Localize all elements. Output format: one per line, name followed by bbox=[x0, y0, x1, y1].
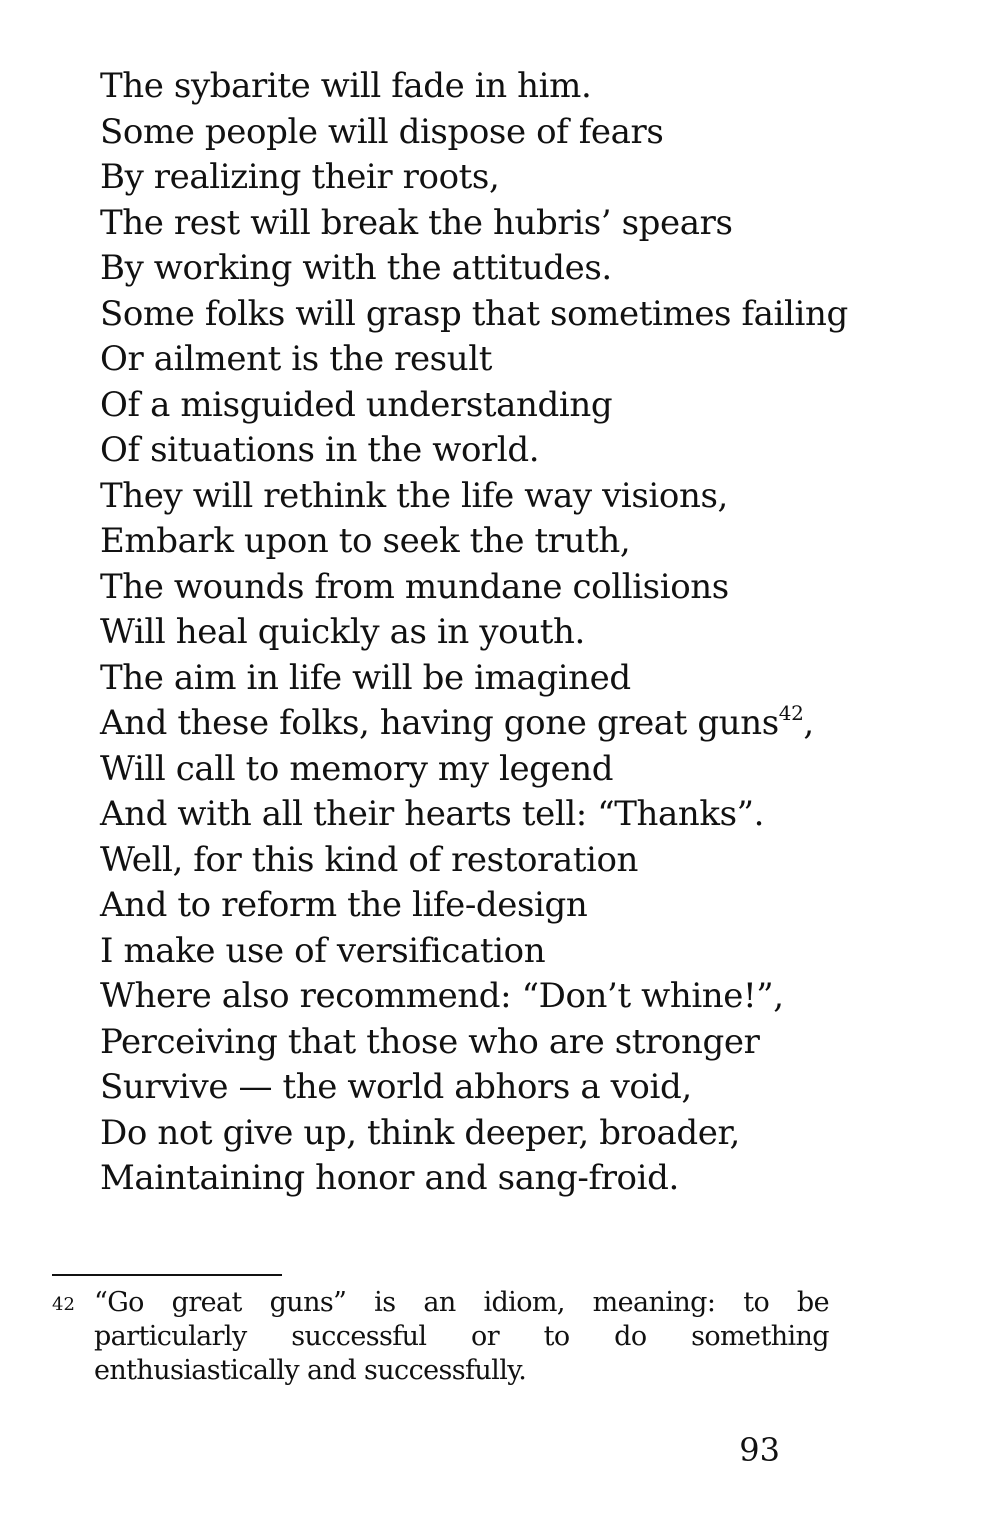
footnote-reference[interactable]: 42 bbox=[778, 701, 804, 725]
footnote-separator bbox=[52, 1274, 282, 1276]
poem-line: The aim in life will be imagined bbox=[100, 657, 631, 698]
poem-line: Maintaining honor and sang-froid. bbox=[100, 1158, 679, 1198]
poem-line: And to reform the life-design bbox=[100, 885, 588, 925]
poem-line: By working with the attitudes. bbox=[100, 248, 612, 288]
poem-line: Embark upon to seek the truth, bbox=[100, 521, 631, 561]
poem-line: They will rethink the life way visions, bbox=[100, 475, 728, 516]
poem-line: Well, for this kind of restoration bbox=[100, 839, 639, 880]
poem-line: The sybarite will fade in him. bbox=[100, 66, 592, 106]
poem-line: Will heal quickly as in youth. bbox=[100, 612, 585, 652]
poem-line: Some people will dispose of fears bbox=[100, 111, 664, 152]
poem-line: The rest will break the hubris’ spears bbox=[100, 202, 733, 243]
poem-line: Where also recommend: “Don’t whine!”, bbox=[100, 976, 784, 1016]
poem-line: By realizing their roots, bbox=[100, 157, 500, 197]
poem-line: I make use of versification bbox=[100, 930, 546, 971]
poem-line: Some folks will grasp that sometimes failing bbox=[100, 293, 848, 334]
poem-line-punctuation: , bbox=[803, 703, 814, 743]
poem-line: Of situations in the world. bbox=[100, 430, 540, 470]
poem-line-with-footnote bbox=[100, 701, 920, 747]
poem-line-text: And these folks, having gone great guns bbox=[100, 703, 779, 743]
footnote-number: 42 bbox=[52, 1294, 75, 1315]
poem-line: Or ailment is the result bbox=[100, 339, 492, 379]
poem-line: And with all their hearts tell: “Thanks”. bbox=[100, 794, 765, 834]
page-number: 93 bbox=[739, 1431, 780, 1469]
poem-line: Will call to memory my legend bbox=[100, 748, 614, 789]
footnote-text: “Go great guns” is an idiom, meaning: to be particularly successful or to do something enthusiastically and successfully. bbox=[94, 1287, 829, 1386]
poem-stanza bbox=[100, 64, 920, 1202]
poem-line: The wounds from mundane collisions bbox=[100, 566, 729, 607]
poem-line: Of a misguided understanding bbox=[100, 384, 613, 425]
poem-line: Do not give up, think deeper, broader, bbox=[100, 1112, 740, 1153]
poem-line: Survive — the world abhors a void, bbox=[100, 1067, 692, 1107]
poem-line: Perceiving that those who are stronger bbox=[100, 1021, 760, 1062]
